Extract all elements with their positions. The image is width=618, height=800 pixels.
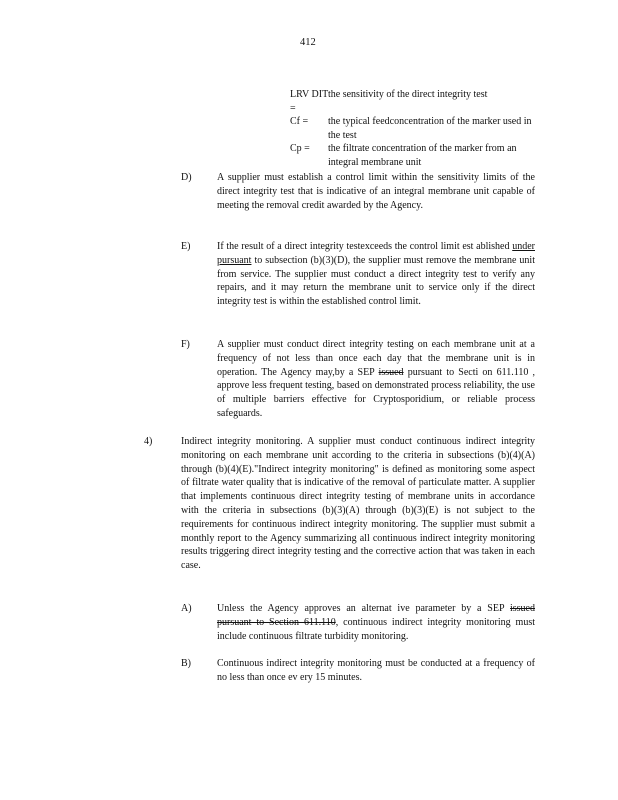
- deleted-text: issued pursuant to Section 611.110: [217, 603, 535, 628]
- paragraph-d: A supplier must establish a control limit within the sensitivity limits of the direct integrity test that is indicative of an integral membrane unit capable of meeting the removal credit awarded by the Agency.: [217, 172, 535, 211]
- page-number: 412: [300, 37, 316, 48]
- definition-cf: [290, 115, 540, 142]
- definition-text: the sensitivity of the direct integrity test: [328, 89, 488, 100]
- definition-cp: [290, 142, 540, 169]
- inserted-text: under pursuant: [217, 241, 535, 266]
- item-marker-b: B): [181, 658, 191, 669]
- paragraph-4: Indirect integrity monitoring. A supplier must conduct continuous indirect integrity monitoring on each membrane unit according to the criteria in subsections (b)(4)(A) through (b)(4)(E)."Indirect integrity monitoring" is defined as monitoring some aspect of filtrate water quality that is indicative of the removal of particulate matter. A supplier that implements continuous direct integrity testing of membrane units in accordance with the criteria in subsections (b)(3)(A) through (b)(3)(E) is not subject to the requirements for continuous indirect integrity monitoring. The supplier must submit a monthly report to the Agency summarizing all continuous indirect integrity monitoring results triggering direct integrity testing and the corrective action that was taken in each case.: [181, 436, 535, 572]
- paragraph-f-text-2: pursuant to Secti on 611.110 , approve less frequent testing, based on demonstrated process reliability, the use of multiple barriers effective for Cryptosporidium, or reliable process safeguards.: [217, 366, 536, 419]
- paragraph-e-text-2: to subsection (b)(3)(D), the supplier must remove the membrane unit from service. The supplier must conduct a direct integrity test to verify any repairs, and it may return the membrane unit to service only if the direct integrity test is within the established control limit.: [217, 254, 535, 308]
- definition-lrv: [290, 88, 540, 115]
- paragraph-f-text-1: A supplier must conduct direct integrity testing on each membrane unit at a frequency of not less than once each day that the membrane unit is in operation. The Agency may,by a SEP: [217, 339, 535, 378]
- paragraph-a: [217, 602, 535, 643]
- item-marker-4: 4): [144, 436, 153, 447]
- paragraph-e: [217, 240, 535, 309]
- paragraph-e-text-1: If the result of a direct integrity testexceeds the control limit est ablished: [217, 241, 510, 252]
- paragraph-f: [217, 338, 535, 421]
- definitions-block: [290, 88, 540, 169]
- definition-term: LRV DIT =: [290, 89, 328, 114]
- item-marker-e: E): [181, 241, 191, 252]
- deleted-text: issued: [378, 366, 404, 378]
- paragraph-a-text-2: , continuous indirect integrity monitoring must include continuous filtrate turbidity monitoring.: [217, 616, 535, 642]
- definition-term: Cp =: [290, 143, 310, 154]
- paragraph-a-text-1: Unless the Agency approves an alternat ive parameter by a SEP: [217, 603, 505, 614]
- item-marker-f: F): [181, 339, 190, 350]
- item-marker-a: A): [181, 603, 192, 614]
- definition-text: the filtrate concentration of the marker from an integral membrane unit: [328, 143, 517, 168]
- item-marker-d: D): [181, 172, 192, 183]
- definition-term: Cf =: [290, 116, 309, 127]
- paragraph-b: Continuous indirect integrity monitoring must be conducted at a frequency of no less than once ev ery 15 minutes.: [217, 658, 535, 683]
- definition-text: the typical feedconcentration of the marker used in the test: [328, 116, 532, 141]
